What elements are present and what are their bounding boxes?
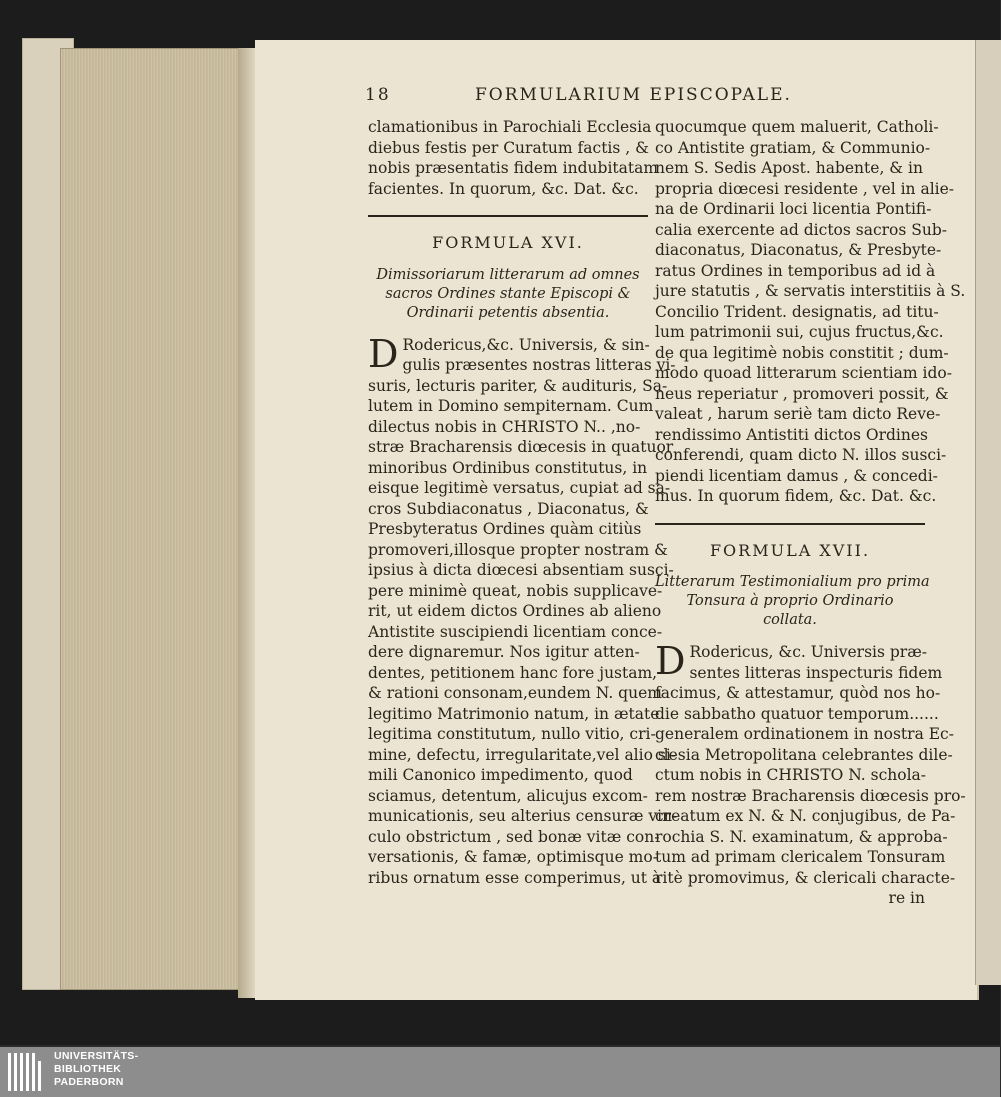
formula-title: FORMULA XVI. [432, 233, 584, 252]
text-line: municationis, seu alterius censuræ vin- [368, 807, 678, 825]
text-line: lum patrimonii sui, cujus fructus,&c. [655, 323, 944, 341]
text-line: rit, ut eidem dictos Ordines ab alieno [368, 602, 662, 620]
text-line: & rationi consonam,eundem N. quem [368, 684, 662, 702]
right-column [655, 117, 966, 909]
text-line: Rodericus,&c. Universis, & sin- [402, 335, 650, 354]
running-head [365, 85, 835, 105]
text-line: clesia Metropolitana celebrantes dile- [655, 745, 953, 764]
text-line: legitimo Matrimonio natum, in ætate [368, 704, 660, 723]
text-line: Presbyteratus Ordines quàm citiùs [368, 520, 642, 538]
text-line: Antistite suscipiendi licentiam conce- [368, 622, 663, 641]
text-line: nobis præsentatis fidem indubitatam [368, 159, 659, 177]
text-line: dilectus nobis in CHRISTO N.. ,no- [368, 417, 641, 436]
text-line: ritè promovimus, & clericali characte- [655, 868, 956, 887]
section-divider [368, 215, 648, 217]
text-line: modo quoad litterarum scientiam ido- [655, 364, 952, 382]
text-line: dere dignaremur. Nos igitur atten- [368, 643, 640, 661]
text-line: versationis, & famæ, optimisque mo- [368, 848, 658, 866]
text-line: rem nostræ Bracharensis diœcesis pro- [655, 786, 966, 805]
text-line: sacros Ordines stante Episcopi & [385, 285, 631, 302]
text-line: facientes. In quorum, &c. Dat. &c. [368, 179, 639, 198]
catchword: re in [888, 889, 925, 907]
text-line: suris, lecturis pariter, & audituris, Sa- [368, 376, 668, 395]
text-line: promoveri,illosque propter nostram & [368, 540, 668, 559]
library-name-line: PADERBORN [54, 1076, 124, 1088]
text-line: Tonsura à proprio Ordinario [686, 593, 894, 609]
drop-cap: D [368, 331, 399, 376]
text-line: gulis præsentes nostras litteras vi- [402, 356, 676, 374]
text-line: Rodericus, &c. Universis præ- [689, 643, 928, 661]
text-line: diebus festis per Curatum factis , & [368, 138, 649, 157]
text-line: conferendi, quam dicto N. illos susci- [655, 446, 947, 464]
text-line: piendi licentiam damus , & concedi- [655, 466, 938, 485]
text-line: dentes, petitionem hanc fore justam, [368, 663, 658, 682]
library-footer [0, 1047, 1000, 1097]
text-line: cros Subdiaconatus , Diaconatus, & [368, 499, 649, 518]
text-line: sentes litteras inspecturis fidem [689, 663, 943, 682]
text-line: culo obstrictum , sed bonæ vitæ con- [368, 827, 660, 846]
formula-title: FORMULA XVII. [709, 540, 871, 560]
text-line: legitima constitutum, nullo vitio, cri- [368, 725, 656, 743]
text-line: creatum ex N. & N. conjugibus, de Pa- [655, 807, 956, 825]
page-fore-edge [60, 48, 242, 990]
text-line: ratus Ordines in temporibus ad id à [655, 261, 936, 280]
text-line: quocumque quem maluerit, Catholi- [655, 118, 939, 136]
library-name-line: UNIVERSITÄTS- [54, 1050, 139, 1062]
running-head-title: FORMULARIUM EPISCOPALE. [475, 85, 792, 105]
text-line: clamationibus in Parochiali Ecclesia [368, 118, 652, 136]
text-line: rendissimo Antistiti dictos Ordines [655, 425, 928, 444]
right-cover-board [975, 40, 1001, 985]
text-line: ribus ornatum esse comperimus, ut à [368, 868, 662, 887]
text-line: generalem ordinationem in nostra Ec- [655, 725, 954, 743]
text-line: diaconatus, Diaconatus, & Presbyte- [655, 241, 942, 259]
text-line: mus. In quorum fidem, &c. Dat. &c. [655, 487, 937, 505]
text-line: jure statutis , & servatis interstitiis à S. [655, 282, 966, 300]
text-line: eisque legitimè versatus, cupiat ad sa- [368, 479, 671, 497]
text-line: ipsius à dicta diœcesi absentiam susci- [368, 561, 674, 579]
library-name-line: BIBLIOTHEK [54, 1063, 122, 1075]
left-top-paragraph [368, 117, 659, 199]
formula-subtitle [655, 573, 930, 630]
library-logo-icon [6, 1051, 48, 1093]
text-line: valeat , harum seriè tam dicto Reve- [655, 405, 941, 423]
text-line: sciamus, detentum, alicujus excom- [368, 786, 648, 805]
drop-cap: D [655, 639, 686, 683]
text-line: Dimissoriarum litterarum ad omnes [376, 266, 640, 283]
text-line: calia exercente ad dictos sacros Sub- [655, 220, 948, 239]
text-line: die sabbatho quatuor temporum...... [655, 704, 939, 723]
text-line: ctum nobis in CHRISTO N. schola- [655, 766, 927, 784]
text-line: facimus, & attestamur, quòd nos ho- [655, 684, 941, 702]
text-line: mine, defectu, irregularitate,vel alio si- [368, 745, 677, 764]
text-line: mili Canonico impedimento, quod [368, 766, 633, 784]
text-line: de qua legitimè nobis constitit ; dum- [655, 343, 949, 362]
text-line: co Antistite gratiam, & Communio- [655, 138, 931, 157]
text-line: Concilio Trident. designatis, ad titu- [655, 302, 939, 321]
text-line: tum ad primam clericalem Tonsuram [655, 848, 946, 866]
formula-body [368, 331, 678, 889]
section-divider [655, 523, 925, 525]
text-line: propria diœcesi residente , vel in alie- [655, 179, 955, 198]
text-line: pere minimè queat, nobis supplicave- [368, 581, 663, 600]
text-line: Ordinarii petentis absentia. [406, 304, 610, 321]
formula-subtitle [368, 266, 648, 323]
text-line: minoribus Ordinibus constitutus, in [368, 458, 648, 477]
text-line: collata. [763, 612, 817, 628]
left-column [368, 117, 678, 888]
right-top-paragraph [655, 117, 966, 507]
text-line: na de Ordinarii loci licentia Pontifi- [655, 200, 932, 218]
text-line: rochia S. N. examinatum, & approba- [655, 827, 948, 846]
formula-body [655, 639, 966, 888]
text-line: stræ Bracharensis diœcesis in quatuor [368, 438, 674, 456]
text-line: nem S. Sedis Apost. habente, & in [655, 159, 923, 177]
text-line: lutem in Domino sempiternam. Cum [368, 397, 654, 415]
library-name [54, 1050, 138, 1089]
text-line: neus reperiatur , promoveri possit, & [655, 384, 949, 403]
page-number: 18 [365, 85, 391, 105]
text-line: Litterarum Testimonialium pro prima [655, 574, 930, 590]
